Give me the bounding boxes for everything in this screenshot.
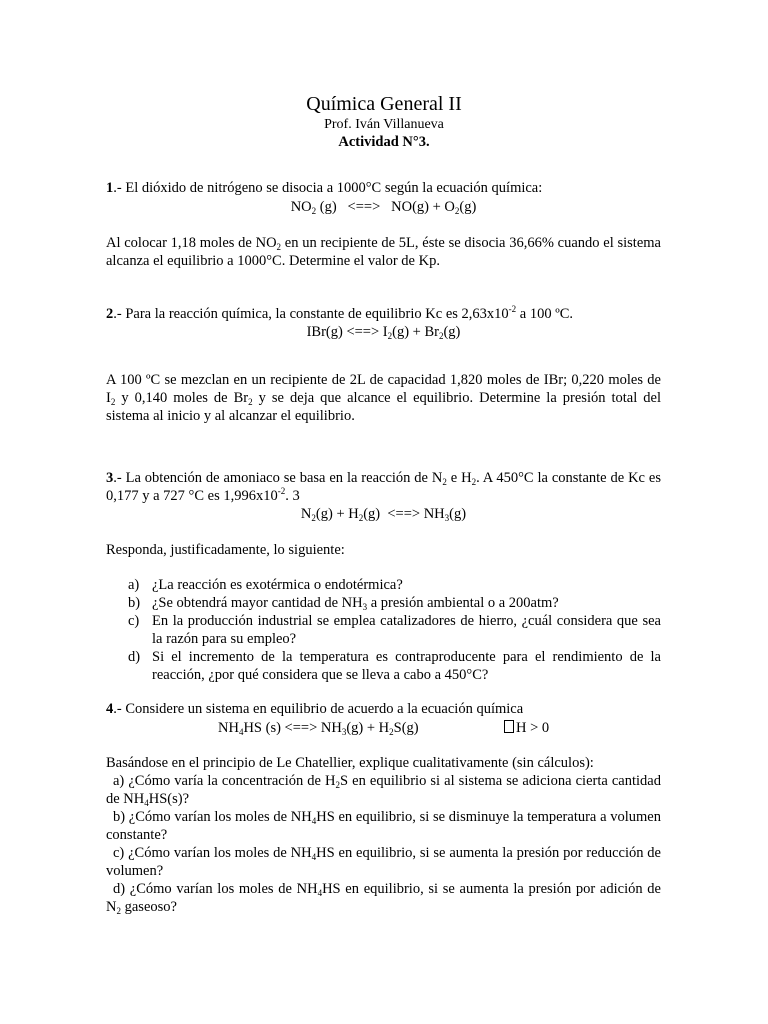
question-1-number: 1	[106, 180, 114, 196]
question-2-equation: IBr(g) <==> $I_2(g) + Br_2(g)$	[306, 324, 461, 341]
list-item: a) ¿Cómo varía la concentración de $H_2S$ en equilibrio si al sistema se adiciona cierta cantidad de $NH_4HS(s)$?	[106, 773, 661, 808]
list-item: a) ¿La reacción es exotérmica o endotérmica?	[128, 577, 403, 593]
question-3-intro: 3.- La obtención de amoniaco se basa en la reacción de $N_2$ e $H_2$. A 450°C la constante de Kc es 0,177 y a 727 °C es $1,996x10^{-2}$. 3	[106, 470, 661, 504]
enthalpy-condition: H > 0	[516, 720, 550, 736]
question-4-number: 4	[106, 701, 114, 717]
professor-name: Prof. Iván Villanueva	[324, 117, 444, 132]
list-item: c) ¿Cómo varían los moles de $NH_4HS$ en equilibrio, si se aumenta la presión por reducción de volumen?	[106, 845, 661, 879]
question-3-items	[106, 576, 661, 684]
list-item: d) ¿Cómo varían los moles de $NH_4HS$ en equilibrio, si se aumenta la presión por adición de $N_2$ gaseoso?	[106, 881, 661, 916]
question-1-equation: $NO_2$ (g) <==> $NO(g) + O_2(g)$	[290, 199, 477, 216]
document-header	[0, 92, 768, 151]
list-item: b) ¿Se obtendrá mayor cantidad de $NH_3$ a presión ambiental o a 200atm?	[128, 595, 559, 612]
question-4-equation: $NH_4HS$ (s) <==> $NH_3(g) + H_2S(g)$ H > 0	[218, 720, 550, 737]
list-item: d) Si el incremento de la temperatura es contraproducente para el rendimiento de la reacción, ¿por qué considera que se lleva a cabo a 450°C?	[128, 649, 661, 683]
question-2-body: A 100 ºC se mezclan en un recipiente de 2L de capacidad 1,820 moles de IBr; 0,220 moles de $I_2$ y 0,140 moles de $Br_2$ y se deja que alcance el equilibrio. Determine la presión total del sistema al inicio y al alcanzar el equilibrio.	[106, 372, 661, 424]
delta-placeholder-icon	[504, 720, 514, 733]
question-3-prompt: Responda, justificadamente, lo siguiente:	[106, 542, 345, 558]
list-item: b) ¿Cómo varían los moles de $NH_4HS$ en equilibrio, si se disminuye la temperatura a volumen constante?	[106, 809, 661, 843]
question-4-items	[106, 772, 661, 916]
question-2-number: 2	[106, 306, 114, 322]
question-3-number: 3	[106, 470, 114, 486]
question-4-intro: 4.- Considere un sistema en equilibrio de acuerdo a la ecuación química	[106, 701, 524, 717]
question-1-body: Al colocar 1,18 moles de $NO_2$ en un recipiente de 5L, éste se disocia 36,66% cuando el sistema alcanza el equilibrio a 1000°C. Determine el valor de Kp.	[106, 235, 661, 269]
question-1-intro: 1.- El dióxido de nitrógeno se disocia a 1000°C según la ecuación química:	[106, 180, 543, 196]
question-3-equation: $N_2(g) + H_2(g)$ <==> $NH_3(g)$	[300, 506, 467, 523]
document-title: Química General II	[306, 93, 462, 115]
list-item: c) En la producción industrial se emplea catalizadores de hierro, ¿cuál considera que sea la razón para su empleo?	[128, 613, 661, 647]
question-4-prompt: Basándose en el principio de Le Chatellier, explique cualitativamente (sin cálculos):	[106, 755, 594, 771]
activity-number: Actividad N°3.	[338, 134, 430, 150]
question-2-intro: 2.- Para la reacción química, la constante de equilibrio Kc es $2,63x10^{-2}$ a 100 ºC.	[106, 304, 574, 322]
